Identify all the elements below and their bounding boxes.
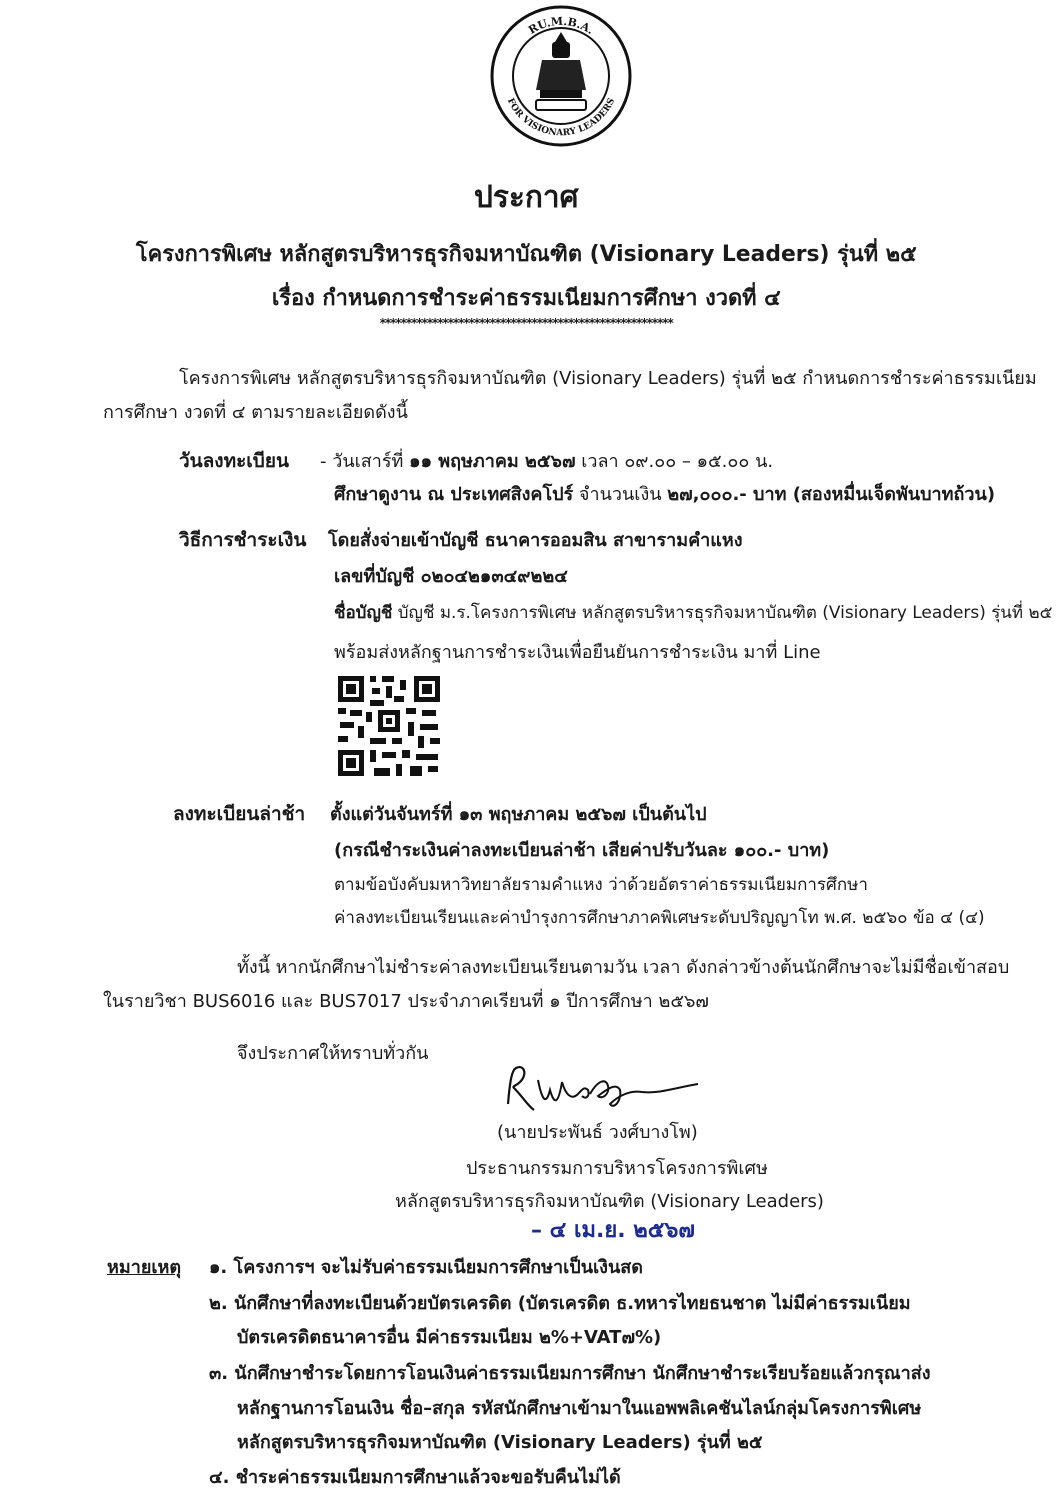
announcement-subject-line: เรื่อง กำหนดการชำระค่าธรรมเนียมการศึกษา งวดที่ ๔: [271, 286, 781, 311]
registration-day-prefix: - วันเสาร์ที่: [320, 451, 410, 472]
conclusion-line-1: ทั้งนี้ หากนักศึกษาไม่ชำระค่าลงทะเบียนเรียนตามวัน เวลา ดังกล่าวข้างต้นนักศึกษาจะไม่มีชื่อเข้าสอบ: [237, 957, 1010, 978]
intro-line-2: การศึกษา งวดที่ ๔ ตามรายละเอียดดังนี้: [103, 402, 408, 423]
late-fine-line: (กรณีชำระเงินค่าลงทะเบียนล่าช้า เสียค่าปรับวันละ ๑๐๐.- บาท): [334, 840, 830, 861]
note-item-3-cont-2: หลักสูตรบริหารธุรกิจมหาบัณฑิต (Visionary Leaders) รุ่นที่ ๒๕: [237, 1432, 763, 1453]
line-qr-code[interactable]: [334, 672, 444, 780]
regulation-line-2: ค่าลงทะเบียนเรียนและค่าบำรุงการศึกษาภาคพิเศษระดับปริญญาโท พ.ศ. ๒๕๖๐ ข้อ ๔ (๔): [334, 908, 985, 928]
date-stamp: – ๔ เม.ย. ๒๕๖๗: [531, 1218, 695, 1243]
registration-amount-line: [334, 479, 995, 508]
study-trip-label: ศึกษาดูงาน ณ ประเทศสิงคโปร์: [334, 484, 574, 505]
amount-prefix: จำนวนเงิน: [573, 484, 668, 505]
note-item-1: ๑. โครงการฯ จะไม่รับค่าธรรมเนียมการศึกษาเป็นเงินสด: [209, 1257, 643, 1278]
late-start-date: ตั้งแต่วันจันทร์ที่ ๑๓ พฤษภาคม ๒๕๖๗ เป็นต้นไป: [330, 804, 707, 825]
handwritten-signature: [502, 1060, 702, 1122]
regulation-line-1: ตามข้อบังคับมหาวิทยาลัยรามคำแหง ว่าด้วยอัตราค่าธรรมเนียมการศึกษา: [334, 875, 868, 895]
signatory-position-1: ประธานกรรมการบริหารโครงการพิเศษ: [466, 1158, 768, 1179]
registration-date-line: [320, 446, 773, 475]
note-item-3-cont-1: หลักฐานการโอนเงิน ชื่อ–สกุล รหัสนักศึกษาเข้ามาในแอพพลิเคชันไลน์กลุ่มโครงการพิเศษ: [237, 1398, 922, 1419]
amount-value: ๒๗,๐๐๐.- บาท (สองหมื่นเจ็ดพันบาทถ้วน): [667, 484, 996, 505]
line-instruction: พร้อมส่งหลักฐานการชำระเงินเพื่อยืนยันการชำระเงิน มาที่ Line: [334, 642, 821, 663]
registration-label: วันลงทะเบียน: [179, 450, 289, 472]
divider-stars: ********************************************************: [379, 316, 673, 330]
note-item-4: ๔. ชำระค่าธรรมเนียมการศึกษาแล้วจะขอรับคืนไม่ได้: [209, 1467, 621, 1488]
closing-statement: จึงประกาศให้ทราบทั่วกัน: [237, 1043, 429, 1064]
intro-line-1: โครงการพิเศษ หลักสูตรบริหารธุรกิจมหาบัณฑิต (Visionary Leaders) รุ่นที่ ๒๕ กำหนดการชำระค่าธรรมเนียม: [179, 368, 1037, 389]
svg-text:FOR VISIONARY LEADERS: FOR VISIONARY LEADERS: [504, 96, 618, 139]
note-item-2-cont: บัตรเครดิตธนาคารอื่น มีค่าธรรมเนียม ๒%+VAT๗%): [237, 1327, 662, 1348]
account-name-value: บัญชี ม.ร.โครงการพิเศษ หลักสูตรบริหารธุรกิจมหาบัณฑิต (Visionary Leaders) รุ่นที่ ๒๕: [392, 603, 1053, 623]
account-name-label: ชื่อบัญชี: [334, 603, 393, 623]
account-name-line: [334, 599, 1052, 626]
announcement-title: ประกาศ: [474, 180, 579, 215]
payment-method-label: วิธีการชำระเงิน: [179, 529, 307, 551]
account-number-line: เลขที่บัญชี ๐๒๐๔๒๑๓๔๙๒๒๔: [334, 566, 568, 587]
notes-label: หมายเหตุ: [107, 1257, 182, 1278]
signatory-position-2: หลักสูตรบริหารธุรกิจมหาบัณฑิต (Visionary Leaders): [395, 1191, 824, 1212]
announcement-project-line: โครงการพิเศษ หลักสูตรบริหารธุรกิจมหาบัณฑิต (Visionary Leaders) รุ่นที่ ๒๕: [135, 242, 917, 267]
registration-time: เวลา ๐๙.๐๐ – ๑๕.๐๐ น.: [575, 451, 774, 472]
note-item-2: ๒. นักศึกษาที่ลงทะเบียนด้วยบัตรเครดิต (บัตรเครดิต ธ.ทหารไทยธนชาต ไม่มีค่าธรรมเนียม: [209, 1293, 911, 1314]
svg-text:RU.M.B.A.: RU.M.B.A.: [526, 14, 597, 37]
conclusion-line-2: ในรายวิชา BUS6016 และ BUS7017 ประจำภาคเรียนที่ ๑ ปีการศึกษา ๒๕๖๗: [103, 991, 709, 1012]
signatory-name: (นายประพันธ์ วงศ์บางโพ): [497, 1122, 698, 1143]
note-item-3: ๓. นักศึกษาชำระโดยการโอนเงินค่าธรรมเนียมการศึกษา นักศึกษาชำระเรียบร้อยแล้วกรุณาส่ง: [209, 1363, 931, 1384]
late-registration-label: ลงทะเบียนล่าช้า: [173, 803, 306, 825]
registration-date: ๑๑ พฤษภาคม ๒๕๖๗: [409, 451, 576, 472]
rumba-seal-logo: [490, 4, 632, 149]
payment-bank-line: โดยสั่งจ่ายเข้าบัญชี ธนาคารออมสิน สาขารามคำแหง: [328, 530, 743, 551]
